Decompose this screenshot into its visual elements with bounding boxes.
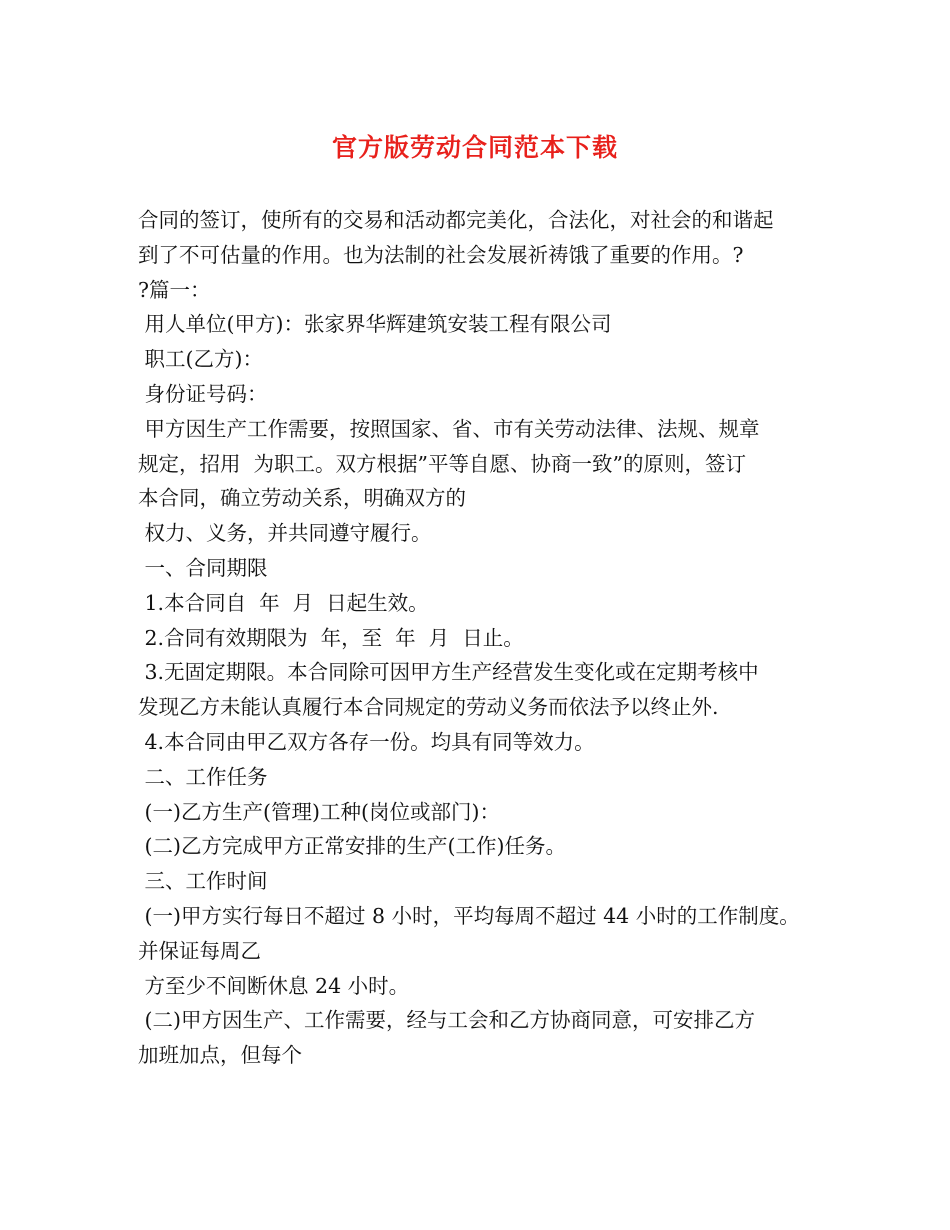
- text-line: 2.合同有效期限为 年，至 年 月 日止。: [138, 625, 524, 650]
- text-line: 4.本合同由甲乙双方各存一份。均具有同等效力。: [138, 729, 595, 754]
- text-line: 合同的签订，使所有的交易和活动都完美化，合法化，对社会的和谐起: [138, 208, 774, 232]
- text-line: 职工(乙方)：: [138, 347, 264, 372]
- text-line: ?篇一：: [138, 277, 211, 302]
- text-line: (二)甲方因生产、工作需要，经与工会和乙方协商同意，可安排乙方: [138, 1008, 756, 1033]
- text-line: 甲方因生产工作需要，按照国家、省、市有关劳动法律、法规、规章: [138, 416, 760, 441]
- text-line: (一)甲方实行每日不超过 8 小时，平均每周不超过 44 小时的工作制度。: [138, 903, 800, 928]
- text-line: (一)乙方生产(管理)工种(岗位或部门)：: [138, 799, 501, 824]
- text-line: 3.无固定期限。本合同除可因甲方生产经营发生变化或在定期考核中: [138, 660, 759, 685]
- text-line: 1.本合同自 年 月 日起生效。: [138, 590, 429, 615]
- text-line: 本合同，确立劳动关系，明确双方的: [138, 486, 466, 511]
- text-line: 二、工作任务: [138, 764, 268, 789]
- text-line: 权力、义务，并共同遵守履行。: [138, 521, 432, 546]
- text-line: 到了不可估量的作用。也为法制的社会发展祈祷饿了重要的作用。?: [138, 242, 744, 267]
- document-title: 官方版劳动合同范本下载: [331, 133, 618, 162]
- text-line: 三、工作时间: [138, 869, 268, 894]
- text-line: 发现乙方未能认真履行本合同规定的劳动义务而依法予以终止外.: [138, 695, 719, 720]
- text-line: 方至少不间断休息 24 小时。: [138, 973, 410, 998]
- document-body: [138, 203, 828, 1073]
- text-line: 规定，招用 为职工。双方根据”平等自愿、协商一致”的原则，签订: [138, 451, 746, 476]
- text-line: 身份证号码：: [138, 381, 268, 406]
- text-line: 用人单位(甲方)：张家界华辉建筑安装工程有限公司: [138, 312, 612, 337]
- text-line: 一、合同期限: [138, 555, 268, 580]
- text-line: 加班加点，但每个: [138, 1043, 302, 1068]
- text-line: (二)乙方完成甲方正常安排的生产(工作)任务。: [138, 834, 567, 859]
- text-line: 并保证每周乙: [138, 938, 261, 963]
